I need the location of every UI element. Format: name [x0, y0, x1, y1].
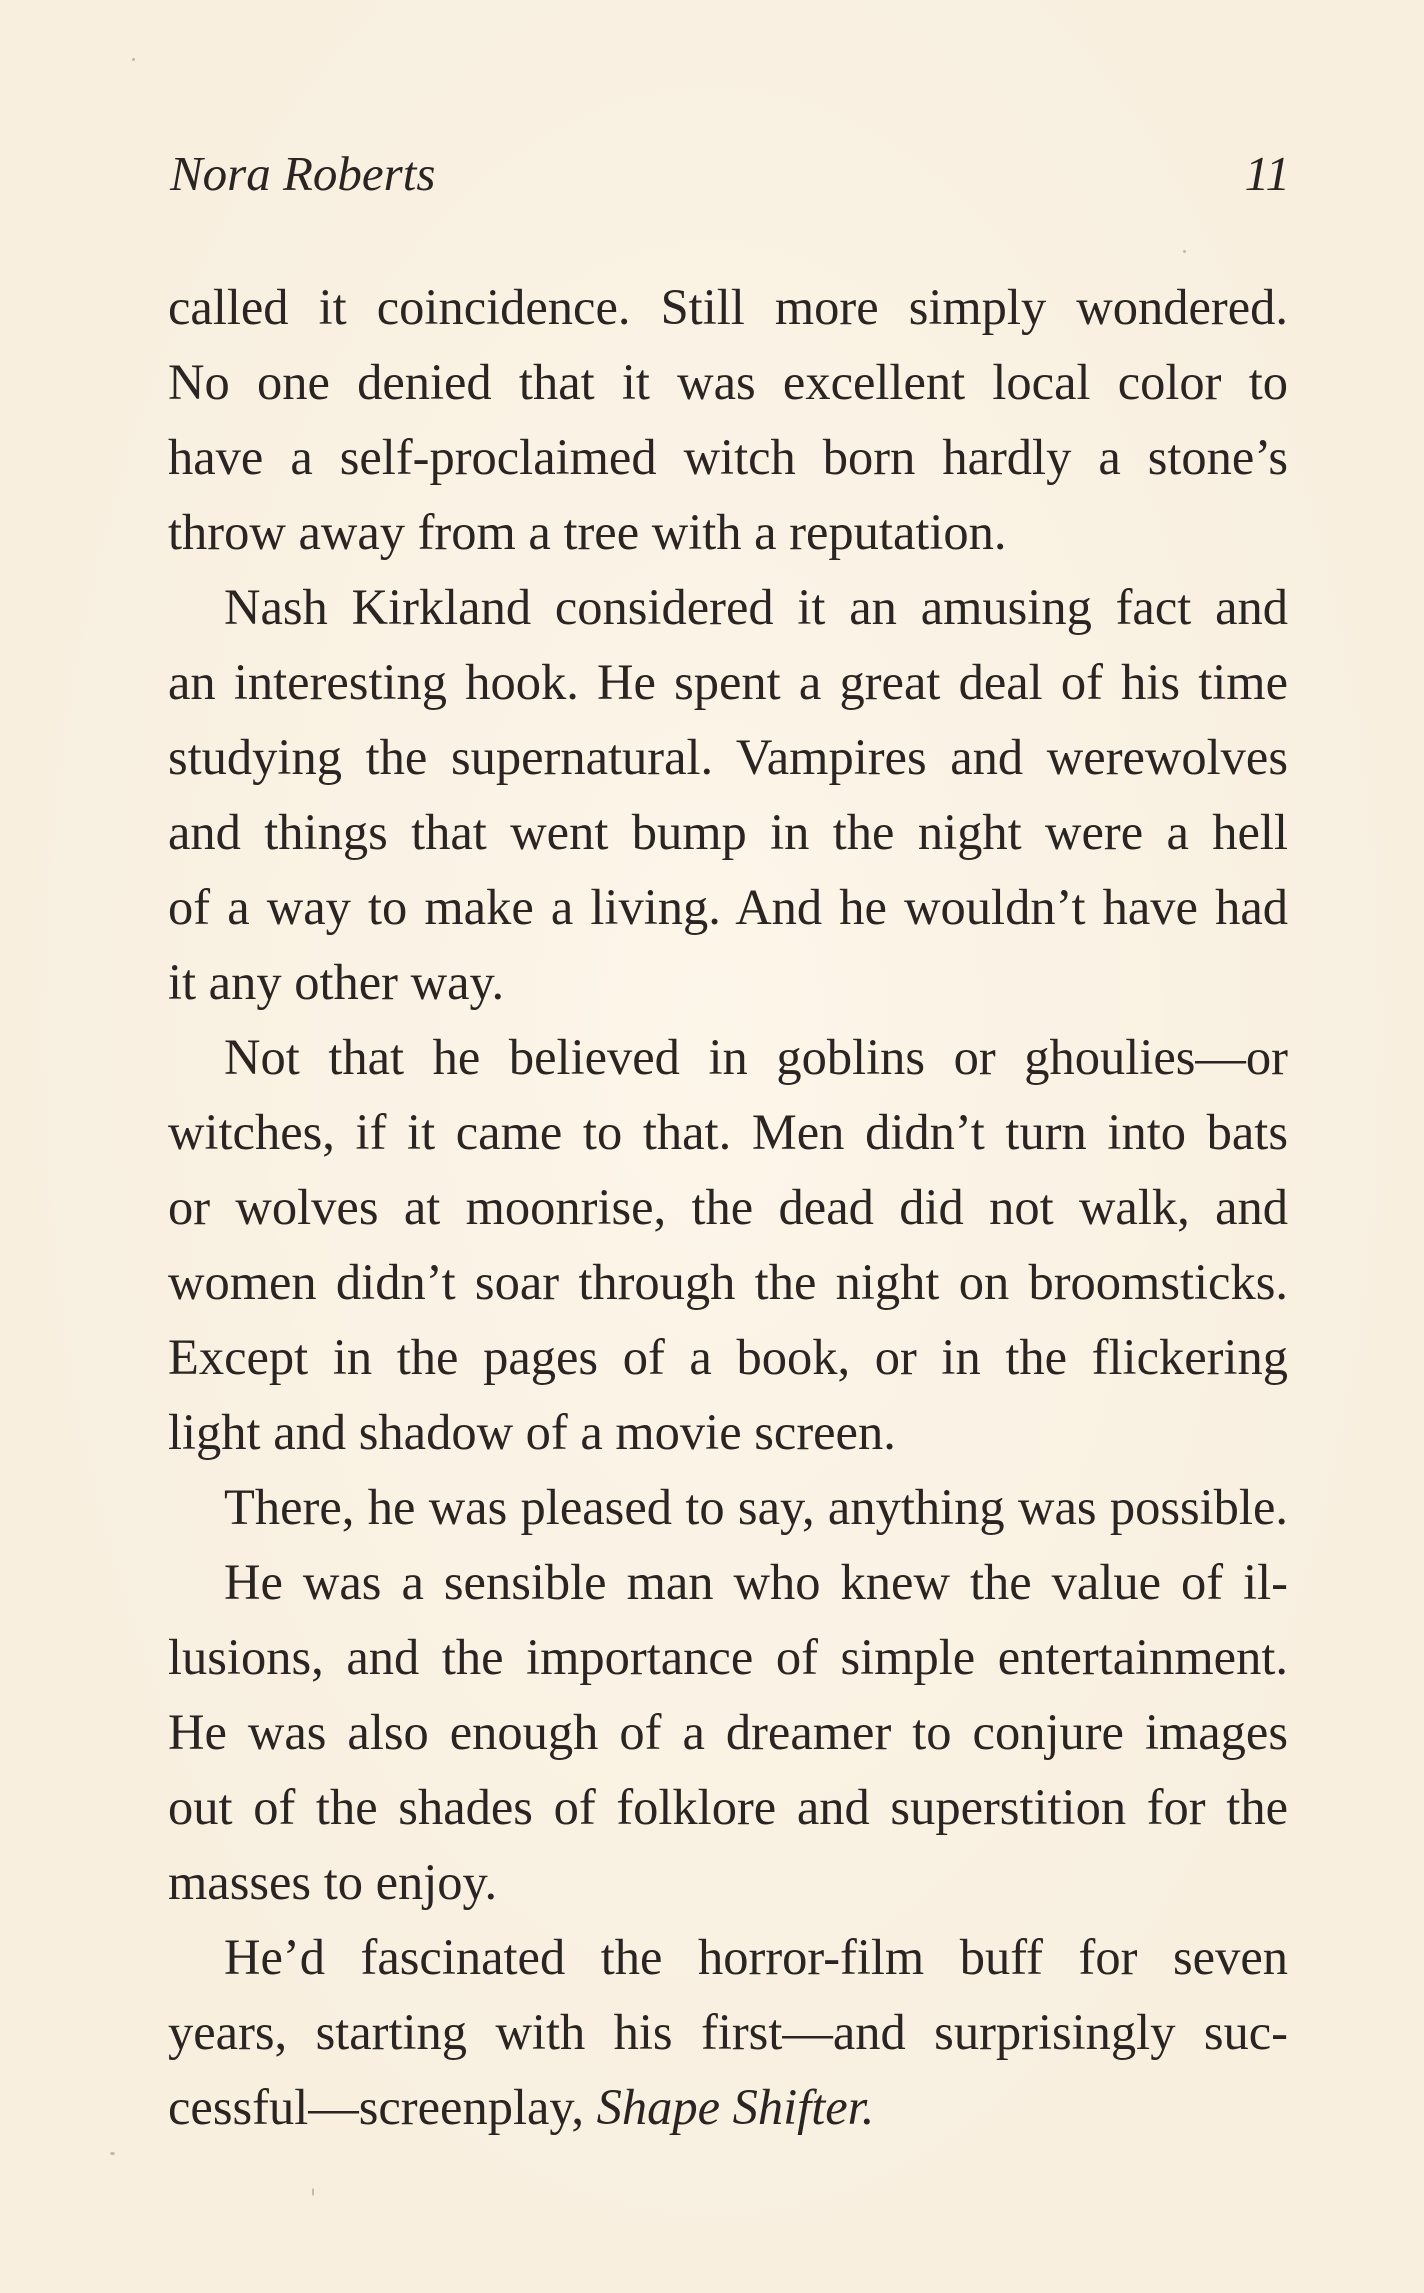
text-line: There, he was pleased to say, anything was possible. — [224, 1479, 1288, 1535]
text-line: No one denied that it was excellent local color to — [168, 354, 1288, 410]
text-line: studying the supernatural. Vampires and werewolves — [168, 729, 1288, 785]
text-line: it any other way. — [168, 954, 505, 1010]
text-line: an interesting hook. He spent a great deal of his time — [168, 654, 1288, 710]
text-line: years, starting with his first—and surprisingly suc- — [168, 2004, 1288, 2060]
paper-speck — [132, 58, 135, 61]
text-line: have a self-proclaimed witch born hardly a stone’s — [168, 429, 1288, 485]
paragraph — [168, 1920, 1288, 2145]
running-head — [170, 142, 1290, 206]
text-line — [168, 2070, 1288, 2145]
paragraph — [168, 1545, 1288, 1920]
text-line: lusions, and the importance of simple entertainment. — [168, 1629, 1288, 1685]
paper-speck — [312, 2188, 314, 2196]
text-line: He was also enough of a dreamer to conjure images — [168, 1704, 1288, 1760]
paragraph — [168, 570, 1288, 1020]
text-line: out of the shades of folklore and superstition for the — [168, 1779, 1288, 1835]
text-run: cessful—screenplay, — [168, 2079, 597, 2135]
body-text — [168, 270, 1288, 2145]
paragraph — [168, 1020, 1288, 1470]
text-line: Nash Kirkland considered it an amusing fact and — [224, 579, 1288, 635]
text-line: throw away from a tree with a reputation. — [168, 504, 1007, 560]
text-line: witches, if it came to that. Men didn’t turn into bats — [168, 1104, 1288, 1160]
paper-speck — [1183, 250, 1186, 253]
text-line: or wolves at moonrise, the dead did not walk, and — [168, 1179, 1288, 1235]
text-line: and things that went bump in the night were a hell — [168, 804, 1288, 860]
text-line: He was a sensible man who knew the value of il- — [224, 1554, 1288, 1610]
page-number: 11 — [1244, 146, 1290, 201]
text-line: He’d fascinated the horror-film buff for seven — [224, 1929, 1288, 1985]
text-line: women didn’t soar through the night on broomsticks. — [168, 1254, 1288, 1310]
text-line: called it coincidence. Still more simply wondered. — [168, 279, 1288, 335]
text-line: Not that he believed in goblins or ghoulies—or — [224, 1029, 1288, 1085]
paragraph — [168, 270, 1288, 570]
text-line: masses to enjoy. — [168, 1854, 498, 1910]
paper-speck — [110, 2152, 115, 2155]
text-line: Except in the pages of a book, or in the flickering — [168, 1329, 1288, 1385]
text-line: of a way to make a living. And he wouldn’t have had — [168, 879, 1288, 935]
screenplay-title: Shape Shifter. — [596, 2079, 875, 2135]
text-line: light and shadow of a movie screen. — [168, 1404, 896, 1460]
paragraph — [168, 1470, 1288, 1545]
running-head-author: Nora Roberts — [170, 146, 436, 201]
